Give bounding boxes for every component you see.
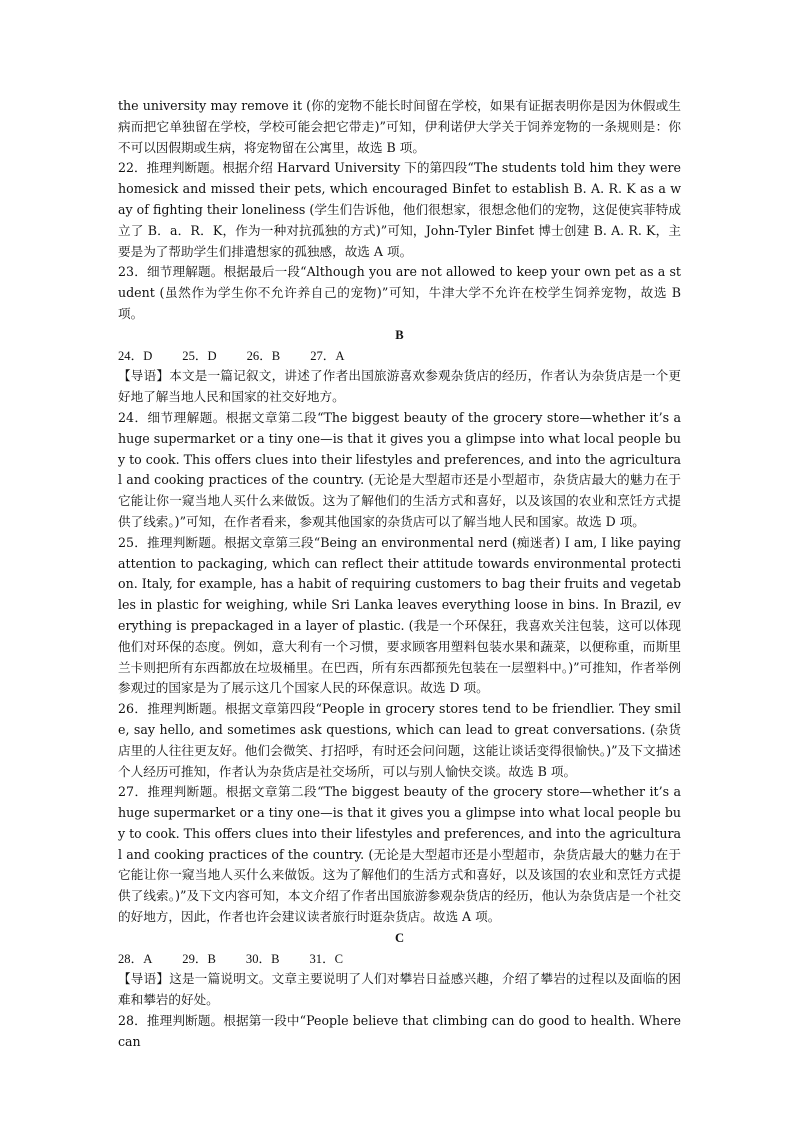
explanation-q28: 28．推理判断题。根据第一段中“People believe that climbing can do good to health. Where can (118, 1013, 681, 1049)
answer-31: 31．C (309, 951, 344, 966)
answer-24: 24．D (118, 348, 153, 363)
explanation-q26: 26．推理判断题。根据文章第四段“People in grocery stores tend to be friendlier. They smile, say hello, and sometimes ask questions, which can lead to great conversations. (杂货店里的人往往更友好。他们会微笑、打招呼，有时还会问问题，这能让谈话变得很愉快。)”及下文描述个人经历可推知，作者认为杂货店是社交场所，可以与别人愉快交谈。故选 B 项。 (118, 701, 681, 779)
explanation-q24: 24．细节理解题。根据文章第二段“The biggest beauty of the grocery store—whether it’s a huge supermarket or a tiny one—is that it gives you a glimpse into what local people buy to cook. This offers clues into their lifestyles and preferences, and into the agricultural and cooking practices of the country. (无论是大型超市还是小型超市，杂货店最大的魅力在于它能让你一窥当地人买什么来做饭。这为了解他们的生活方式和喜好，以及该国的农业和烹饪方式提供了线索。)”可知，在作者看来，参观其他国家的杂货店可以了解当地人民和国家。故选 D 项。 (118, 409, 681, 529)
answer-29: 29．B (182, 951, 216, 966)
answer-30: 30．B (245, 951, 280, 966)
answer-explanation-page (118, 96, 681, 1053)
paragraph-intro: the university may remove it (你的宠物不能长时间留在学校，如果有证据表明你是因为休假或生病而把它单独留在学校，学校可能会把它带走)”可知，伊利诺伊大学关于饲养宠物的一条规则是：你不可以因假期或生病，将宠物留在公寓里，故选 B 项。 (118, 98, 681, 155)
answer-key-b (118, 346, 681, 367)
answer-key-c (118, 949, 681, 970)
section-heading-c: C (394, 930, 405, 945)
answer-26: 26．B (246, 348, 281, 363)
explanation-q25: 25．推理判断题。根据文章第三段“Being an environmental nerd (痴迷者) I am, I like paying attention to packaging, which can reflect their attitude towards environmental protection. Italy, for example, has a habit of requiring customers to bag their fruits and vegetables in plastic for weighing, while Sri Lanka leaves everything loose in bins. In Brazil, everything is prepackaged in a layer of plastic. (我是一个环保狂，我喜欢关注包装，这可以体现他们对环保的态度。例如，意大利有一个习惯，要求顾客用塑料包装水果和蔬菜，以便称重，而斯里兰卡则把所有东西都放在垃圾桶里。在巴西，所有东西都预先包装在一层塑料中。)”可推知，作者举例参观过的国家是为了展示这几个国家人民的环保意识。故选 D 项。 (118, 534, 681, 696)
guide-c: 【导语】这是一篇说明文。文章主要说明了人们对攀岩日益感兴趣，介绍了攀岩的过程以及面临的困难和攀岩的好处。 (118, 971, 681, 1008)
section-heading-b: B (395, 327, 404, 342)
explanation-q27: 27．推理判断题。根据文章第二段“The biggest beauty of the grocery store—whether it’s a huge supermarket or a tiny one—is that it gives you a glimpse into what local people buy to cook. This offers clues into their lifestyles and preferences, and into the agricultural and cooking practices of the country. (无论是大型超市还是小型超市，杂货店最大的魅力在于它能让你一窥当地人买什么来做饭。这为了解他们的生活方式和喜好，以及该国的农业和烹饪方式提供了线索。)”及下文内容可知，本文介绍了作者出国旅游参观杂货店的经历，他认为杂货店是一个社交的好地方，因此，作者也许会建议读者旅行时逛杂货店。故选 A 项。 (118, 784, 681, 925)
answer-28: 28．A (118, 951, 153, 966)
explanation-q22: 22．推理判断题。根据介绍 Harvard University 下的第四段“The students told him they were homesick and missed their pets, which encouraged Binfet to establish B. A. R. K as a way of fighting their loneliness (学生们告诉他，他们很想家，很想念他们的宠物，这促使宾菲特成立了 B．a．R．K，作为一种对抗孤独的方式)”可知，John-Tyler Binfet 博士创建 B. A. R. K，主要是为了帮助学生们排遣想家的孤独感，故选 A 项。 (118, 160, 681, 259)
explanation-q23: 23．细节理解题。根据最后一段“Although you are not allowed to keep your own pet as a student (虽然作为学生你不允许养自己的宠物)”可知，牛津大学不允许在校学生饲养宠物，故选 B 项。 (118, 264, 681, 321)
answer-27: 27．A (310, 348, 345, 363)
guide-b: 【导语】本文是一篇记叙文，讲述了作者出国旅游喜欢参观杂货店的经历，作者认为杂货店是一个更好地了解当地人民和国家的社交好地方。 (118, 368, 681, 405)
answer-25: 25．D (182, 348, 217, 363)
